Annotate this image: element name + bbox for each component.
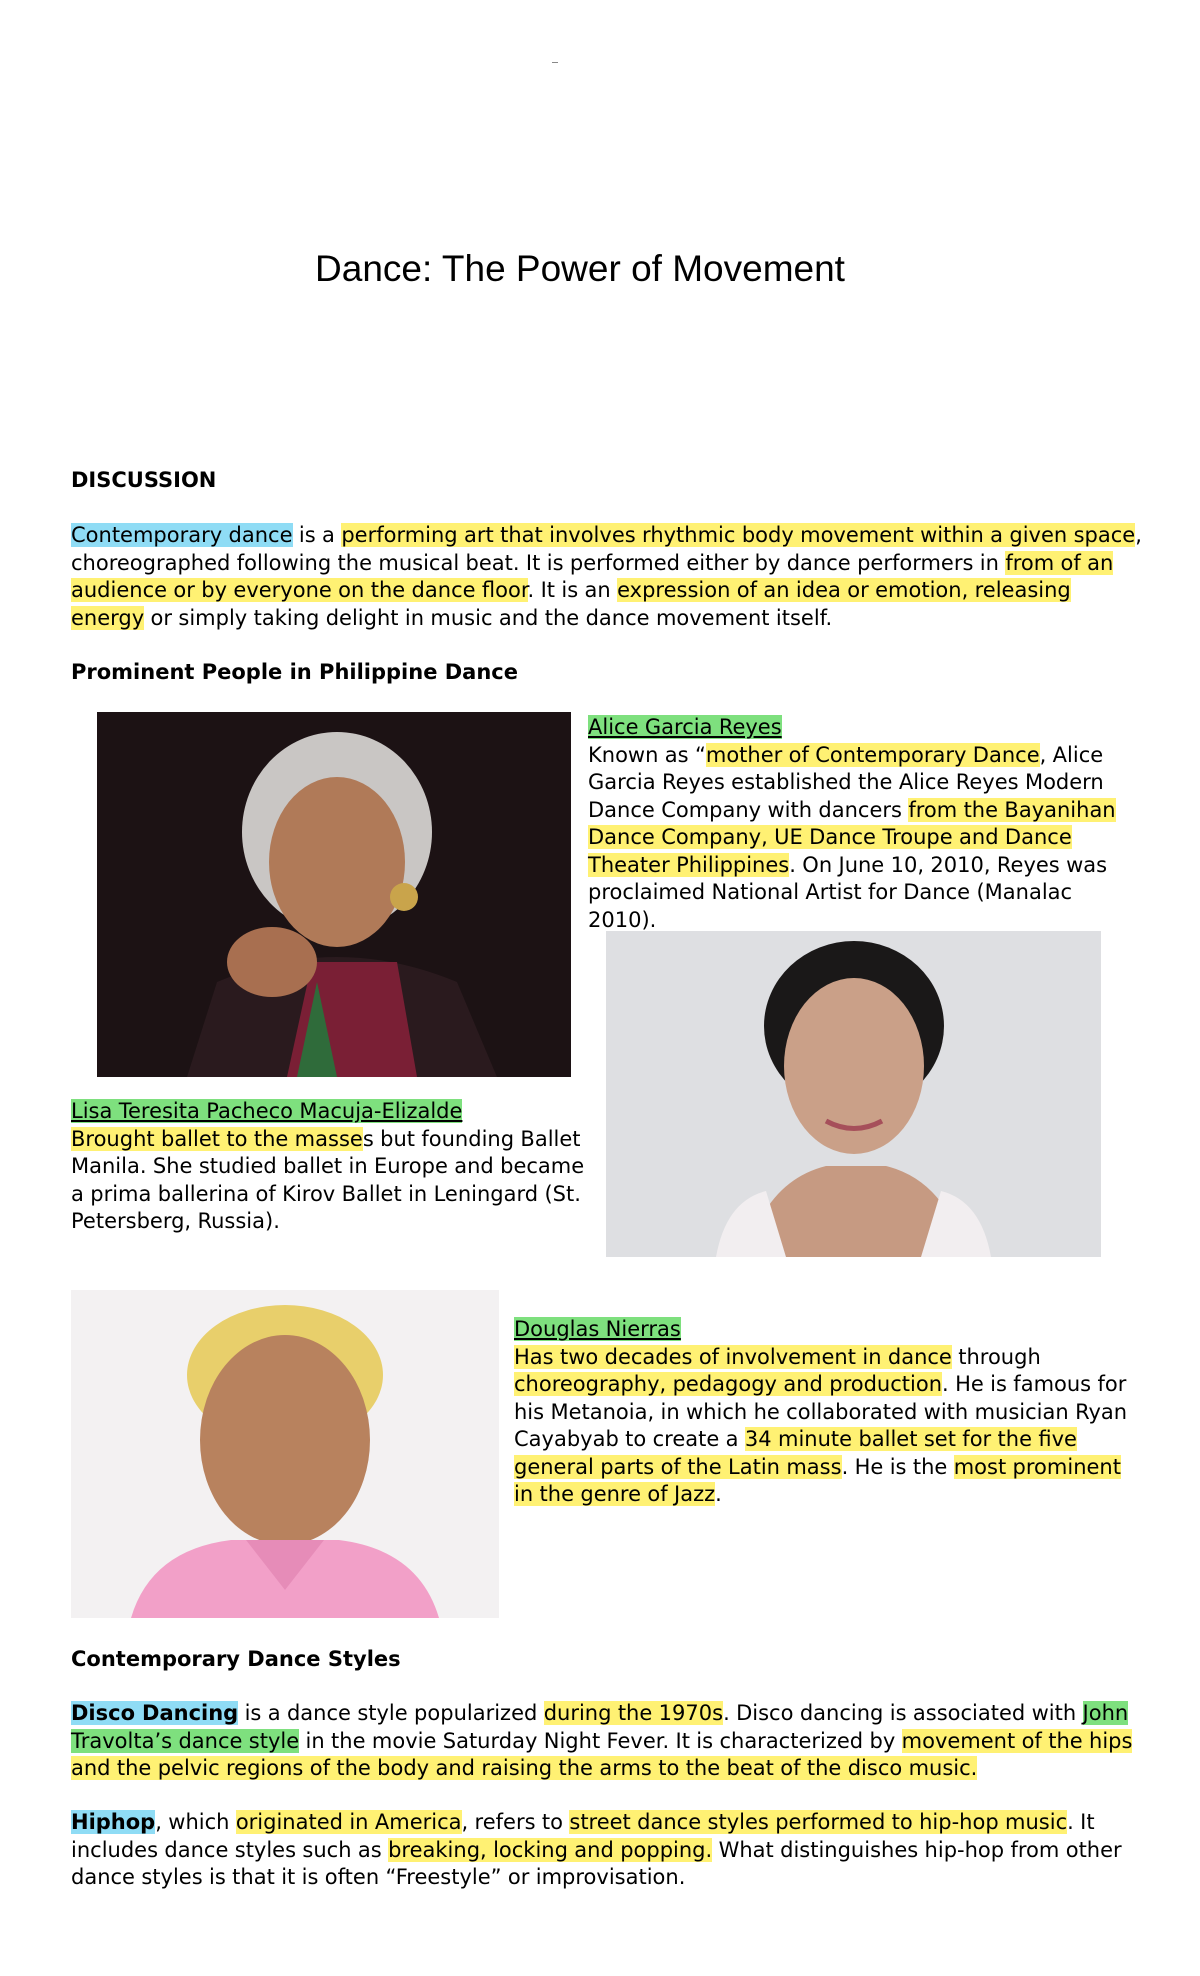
term-hiphop: Hiphop — [71, 1810, 156, 1834]
disco-paragraph: Disco Dancing is a dance style popularized during the 1970s. Disco dancing is associated with John Travolta’s dance style in the movie Saturday Night Fever. It is characterized by movement of the hips and the pelvic regions of the body and raising the arms to the beat of the disco music. — [71, 1701, 1133, 1780]
highlight: performing art that involves rhythmic body movement within a given space — [341, 523, 1136, 547]
highlight: 34 minute ballet set for the five general parts of the Latin mass — [514, 1427, 1077, 1479]
name-douglas-nierras: Douglas Nierras — [514, 1317, 681, 1341]
lisa-macuja-photo — [606, 931, 1101, 1257]
highlight: street dance styles performed to hip-hop music — [569, 1810, 1068, 1834]
name-alice-garcia-reyes: Alice Garcia Reyes — [588, 715, 782, 739]
styles-heading: Contemporary Dance Styles — [71, 1647, 401, 1671]
alice-paragraph: Alice Garcia Reyes Known as “mother of Contemporary Dance, Alice Garcia Reyes established the Alice Reyes Modern Dance Company with dancers from the Bayanihan Dance Company, UE Dance Troupe and Dance Theater Philippines. On June 10, 2010, Reyes was proclaimed National Artist for Dance (Manalac 2010). — [588, 715, 1116, 932]
highlight: Has two decades of involvement in dance — [514, 1344, 952, 1369]
highlight-green: John Travolta’s dance style — [71, 1701, 1129, 1753]
highlight: from the Bayanihan Dance Company, UE Dance Troupe and Dance Theater Philippines — [588, 797, 1116, 877]
people-heading: Prominent People in Philippine Dance — [71, 660, 518, 684]
term-disco-dancing: Disco Dancing — [71, 1701, 239, 1725]
term-contemporary-dance: Contemporary dance — [71, 523, 293, 547]
page-title: Dance: The Power of Movement — [315, 248, 845, 289]
highlight: expression of an idea or emotion, releasing energy — [71, 578, 1071, 630]
highlight: during the 1970s — [543, 1701, 724, 1725]
douglas-paragraph: Douglas Nierras Has two decades of involvement in dance through choreography, pedagogy and production. He is famous for his Metanoia, in which he collaborated with musician Ryan Cayabyab to create a 34 minute ballet set for the five general parts of the Latin mass. He is the most prominent in the genre of Jazz. — [514, 1317, 1128, 1506]
name-lisa-macuja-elizalde: Lisa Teresita Pacheco Macuja-Elizalde — [71, 1099, 463, 1123]
highlight: from of an audience or by everyone on the dance floor — [71, 550, 1114, 602]
portrait-image — [71, 1290, 499, 1618]
portrait-image — [606, 931, 1101, 1257]
highlight: choreography, pedagogy and production — [514, 1372, 943, 1396]
highlight: mother of Contemporary Dance — [705, 742, 1040, 767]
highlight: movement of the hips and the pelvic regions of the body and raising the arms to the beat of the disco music. — [71, 1728, 1133, 1780]
highlight: breaking, locking and popping. — [388, 1837, 713, 1862]
intro-paragraph: Contemporary dance is a performing art that involves rhythmic body movement within a given space, choreographed following the musical beat. It is performed either by dance performers in from of an audience or by everyone on the dance floor. It is an expression of an idea or emotion, releasing energy or simply taking delight in music and the dance movement itself. — [71, 523, 1142, 630]
discussion-heading: DISCUSSION — [71, 468, 217, 492]
portrait-image — [97, 712, 571, 1077]
highlight: most prominent in the genre of Jazz — [514, 1454, 1121, 1506]
hiphop-paragraph: Hiphop, which originated in America, refers to street dance styles performed to hip-hop music. It includes dance styles such as breaking, locking and popping. What distinguishes hip-hop from other dance styles is that it is often “Freestyle” or improvisation. — [71, 1810, 1122, 1889]
header-mark — [552, 62, 558, 63]
lisa-paragraph: Lisa Teresita Pacheco Macuja-Elizalde Brought ballet to the masses but founding Ballet Manila. She studied ballet in Europe and became a prima ballerina of Kirov Ballet in Leningard (St. Petersberg, Russia). — [71, 1099, 585, 1233]
alice-reyes-photo — [97, 712, 571, 1077]
douglas-nierras-photo — [71, 1290, 499, 1618]
highlight: Brought ballet to the masse — [71, 1126, 363, 1151]
highlight: originated in America — [235, 1810, 462, 1834]
